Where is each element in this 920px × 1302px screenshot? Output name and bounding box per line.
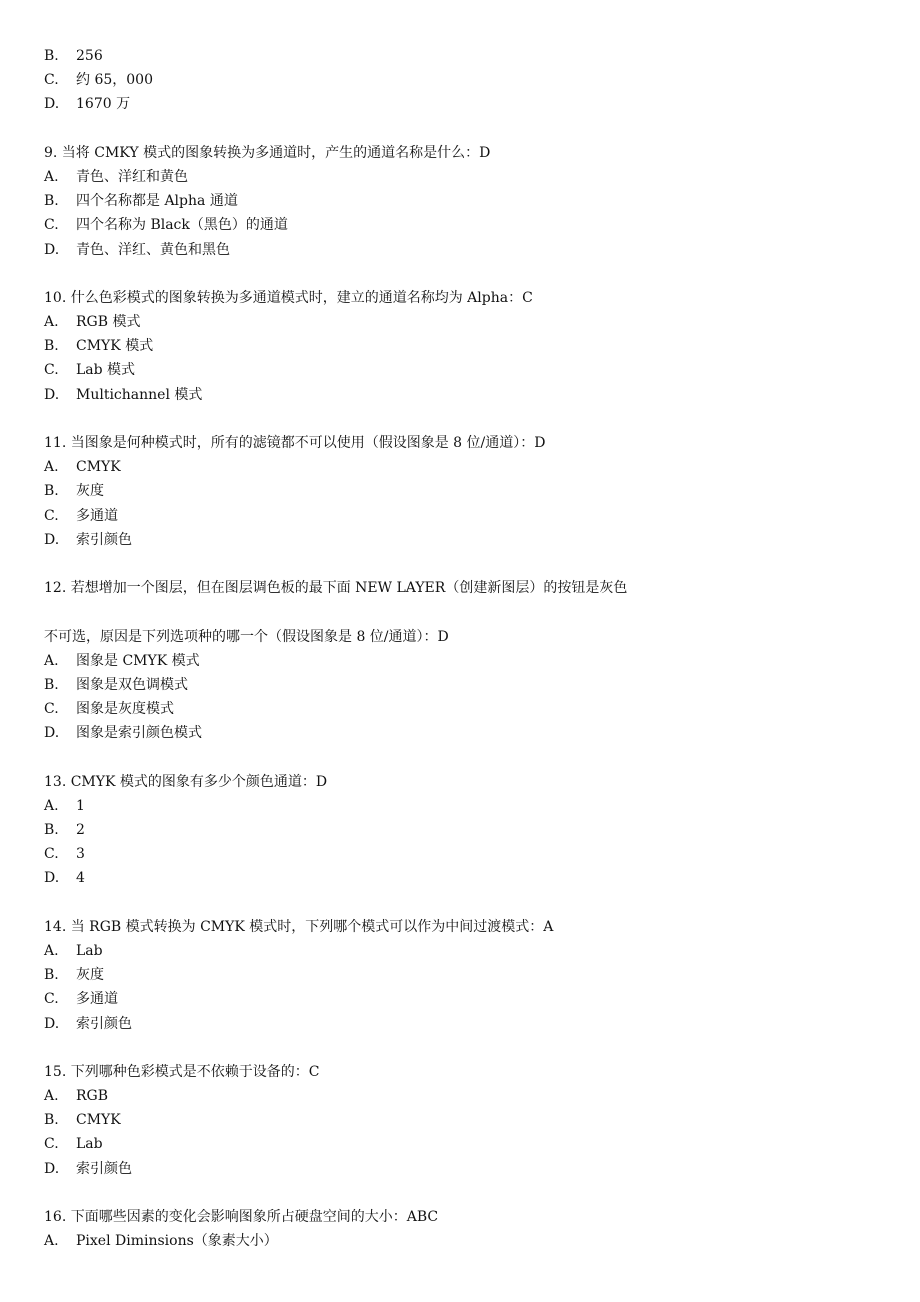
option-text: 四个名称为 Black（黑色）的通道 <box>76 217 288 234</box>
option-text: 灰度 <box>76 967 104 984</box>
answer-option <box>44 987 884 1011</box>
question-text: 13. CMYK 模式的图象有多少个颜色通道：D <box>44 773 328 790</box>
question-text: 14. 当 RGB 模式转换为 CMYK 模式时，下列哪个模式可以作为中间过渡模式：A <box>44 918 554 935</box>
option-letter: C. <box>44 72 59 89</box>
answer-option <box>44 479 884 503</box>
option-text: Pixel Diminsions（象素大小） <box>76 1233 278 1250</box>
answer-option <box>44 189 884 213</box>
answer-option <box>44 842 884 866</box>
option-text: 索引颜色 <box>76 1160 132 1177</box>
option-letter: B. <box>44 48 59 64</box>
option-letter: A. <box>44 797 59 814</box>
option-letter: D. <box>44 870 60 887</box>
option-letter: A. <box>44 942 59 959</box>
option-text: CMYK 模式 <box>76 338 154 355</box>
blank-line <box>44 600 884 624</box>
answer-option <box>44 1132 884 1156</box>
answer-option <box>44 310 884 334</box>
option-letter: D. <box>44 241 60 258</box>
option-letter: C. <box>44 1136 59 1153</box>
option-text: 256 <box>76 48 103 64</box>
option-text: 四个名称都是 Alpha 通道 <box>76 193 238 210</box>
option-letter: C. <box>44 846 59 863</box>
answer-option <box>44 866 884 890</box>
answer-option <box>44 818 884 842</box>
option-letter: C. <box>44 217 59 234</box>
option-letter: D. <box>44 531 60 548</box>
answer-option <box>44 721 884 745</box>
answer-option <box>44 794 884 818</box>
answer-option <box>44 1012 884 1036</box>
answer-option <box>44 213 884 237</box>
answer-option <box>44 44 884 68</box>
option-letter: D. <box>44 386 60 403</box>
option-letter: A. <box>44 459 59 476</box>
answer-option <box>44 334 884 358</box>
option-text: 1 <box>76 797 85 814</box>
option-letter: D. <box>44 725 60 742</box>
option-letter: C. <box>44 991 59 1008</box>
option-text: 图象是 CMYK 模式 <box>76 652 200 669</box>
answer-option <box>44 697 884 721</box>
answer-option <box>44 673 884 697</box>
answer-option <box>44 165 884 189</box>
blank-line <box>44 745 884 769</box>
blank-line <box>44 552 884 576</box>
answer-option <box>44 1157 884 1181</box>
option-text: 青色、洋红、黄色和黑色 <box>76 241 230 258</box>
blank-line <box>44 117 884 141</box>
answer-option <box>44 358 884 382</box>
option-text: RGB 模式 <box>76 314 141 331</box>
question-text: 12. 若想增加一个图层，但在图层调色板的最下面 NEW LAYER（创建新图层）的按钮是灰色 <box>44 580 628 597</box>
option-text: 图象是索引颜色模式 <box>76 725 202 742</box>
option-text: 青色、洋红和黄色 <box>76 168 188 185</box>
option-letter: C. <box>44 362 59 379</box>
answer-option <box>44 649 884 673</box>
option-letter: B. <box>44 1112 59 1129</box>
blank-line <box>44 891 884 915</box>
answer-option <box>44 383 884 407</box>
option-letter: C. <box>44 701 59 718</box>
option-letter: A. <box>44 1088 59 1105</box>
blank-line <box>44 262 884 286</box>
blank-line <box>44 1036 884 1060</box>
option-letter: A. <box>44 1233 59 1250</box>
option-letter: C. <box>44 507 59 524</box>
option-letter: B. <box>44 676 59 693</box>
question-text: 不可选，原因是下列选项种的哪一个（假设图象是 8 位/通道）：D <box>44 628 449 645</box>
option-text: 图象是灰度模式 <box>76 701 174 718</box>
option-text: 索引颜色 <box>76 531 132 548</box>
option-text: CMYK <box>76 1112 121 1129</box>
option-text: Multichannel 模式 <box>76 386 203 403</box>
document-body <box>44 44 884 1253</box>
question-text: 9. 当将 CMKY 模式的图象转换为多通道时，产生的通道名称是什么：D <box>44 144 491 161</box>
answer-option <box>44 528 884 552</box>
option-text: 2 <box>76 822 85 838</box>
blank-line <box>44 407 884 431</box>
option-letter: A. <box>44 652 59 669</box>
answer-option <box>44 963 884 987</box>
answer-option <box>44 238 884 262</box>
option-letter: D. <box>44 1160 60 1177</box>
option-text: Lab 模式 <box>76 362 136 379</box>
question-text: 11. 当图象是何种模式时，所有的滤镜都不可以使用（假设图象是 8 位/通道）：D <box>44 435 546 451</box>
option-text: 多通道 <box>76 507 118 524</box>
option-letter: A. <box>44 314 59 331</box>
option-text: Lab <box>76 1136 103 1153</box>
option-letter: A. <box>44 168 59 185</box>
answer-option <box>44 504 884 528</box>
option-letter: D. <box>44 96 60 113</box>
blank-line <box>44 1181 884 1205</box>
option-text: 索引颜色 <box>76 1015 132 1032</box>
answer-option <box>44 1084 884 1108</box>
option-letter: D. <box>44 1015 60 1032</box>
option-letter: B. <box>44 193 59 210</box>
option-text: 灰度 <box>76 483 104 500</box>
answer-option <box>44 68 884 92</box>
option-letter: B. <box>44 967 59 984</box>
option-text: 图象是双色调模式 <box>76 676 188 693</box>
question-text: 16. 下面哪些因素的变化会影响图象所占硬盘空间的大小：ABC <box>44 1209 439 1225</box>
option-text: 约 65，000 <box>76 72 153 89</box>
question-text: 10. 什么色彩模式的图象转换为多通道模式时，建立的通道名称均为 Alpha：C <box>44 289 533 306</box>
answer-option <box>44 1229 884 1253</box>
option-text: 4 <box>76 870 85 887</box>
option-letter: B. <box>44 338 59 355</box>
option-text: 多通道 <box>76 991 118 1008</box>
option-letter: B. <box>44 483 59 500</box>
option-text: 3 <box>76 846 85 863</box>
answer-option <box>44 939 884 963</box>
option-text: 1670 万 <box>76 96 131 113</box>
answer-option <box>44 1108 884 1132</box>
option-letter: B. <box>44 822 59 838</box>
option-text: CMYK <box>76 459 121 476</box>
answer-option <box>44 455 884 479</box>
option-text: Lab <box>76 942 103 959</box>
answer-option <box>44 92 884 116</box>
option-text: RGB <box>76 1088 109 1105</box>
question-text: 15. 下列哪种色彩模式是不依赖于设备的：C <box>44 1063 320 1080</box>
